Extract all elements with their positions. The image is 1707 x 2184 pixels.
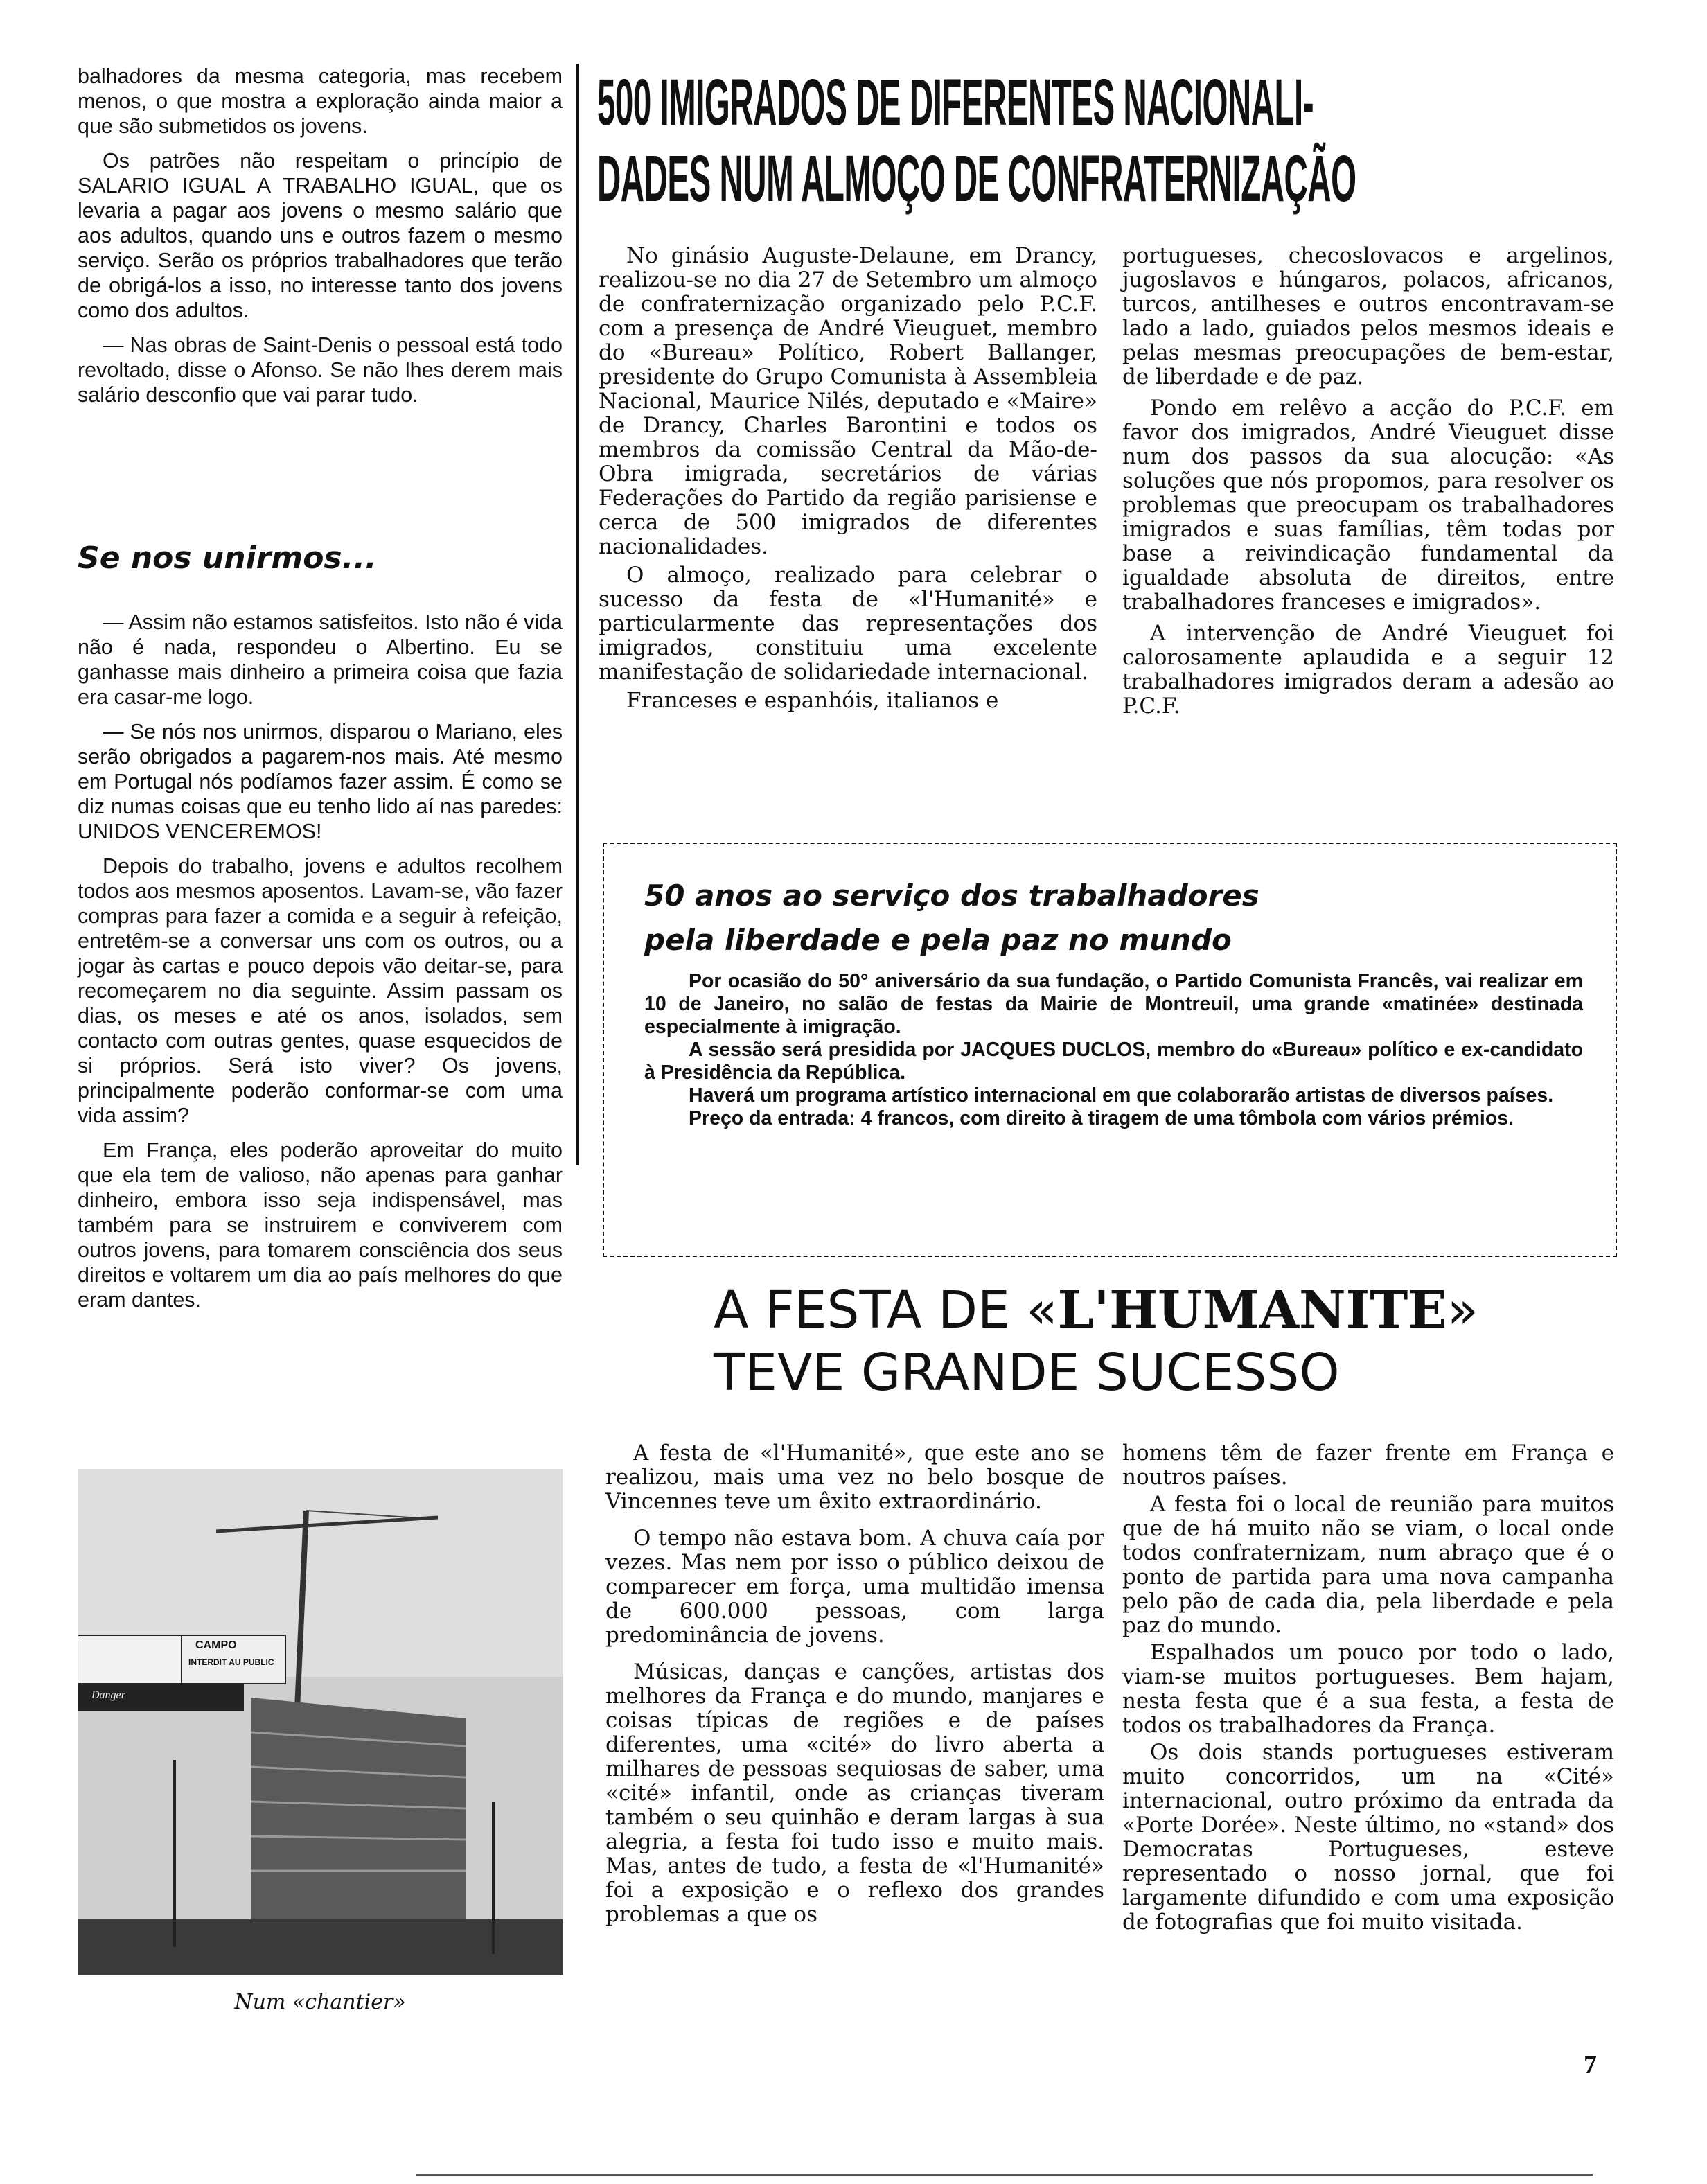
headline-festa-line2: TEVE GRANDE SUCESSO: [714, 1343, 1340, 1402]
article2-paragraph: homens têm de fazer frente em França e noutros países.: [1122, 1441, 1614, 1490]
construction-site-image: [78, 1469, 563, 1975]
page-number: 7: [1584, 2050, 1597, 2079]
article2-paragraph: A festa foi o local de reunião para muitos que de há muito não se viam, o local onde todos confraternizam, num abraço que é o ponto de partida para uma nova campanha pelo pão de cada dia, pela liberdade e pela paz do mundo.: [1122, 1492, 1614, 1638]
article2-col2: [1122, 1441, 1614, 1944]
headline-festa-bold: L'HUMANITE: [1057, 1280, 1447, 1340]
box-paragraph: Por ocasião do 50° aniversário da sua fundação, o Partido Comunista Francês, vai realizar em 10 de Janeiro, no salão de festas da Mairie de Montreuil, uma grande «matinée» destinada especialmente à imigração.: [644, 970, 1583, 1038]
headline-festa-post: »: [1447, 1280, 1479, 1340]
article1-paragraph: Franceses e espanhóis, italianos e: [626, 688, 999, 713]
headline-festa-line1: [714, 1280, 1478, 1340]
box-paragraph: Haverá um programa artístico internacional em que colaborarão artistas de diversos países.: [689, 1084, 1554, 1107]
sign-interdit: INTERDIT AU PUBLIC: [188, 1657, 274, 1667]
headline-imigrados-line2: DADES NUM ALMOÇO DE CONFRATERNIZAÇÃO: [597, 142, 1356, 215]
photo-caption: Num «chantier»: [234, 1990, 406, 2014]
left-paragraph: — Assim não estamos satisfeitos. Isto não é vida não é nada, respondeu o Albertino. Eu se ganhasse mais dinheiro a primeira coisa que fazia era casar-me logo.: [78, 610, 563, 709]
box-paragraph: A sessão será presidida por JACQUES DUCLOS, membro do «Bureau» político e ex-candidato à Presidência da República.: [644, 1039, 1583, 1084]
article1-col1: [599, 244, 1097, 723]
article1-paragraph: portugueses, checoslovacos e argelinos, jugoslavos e húngaros, polacos, africanos, turcos, antilheses e outros encontravam-se lado a lado, guiados pelos mesmos ideais e pelas mesmas preocupações de bem-estar, de liberdade e de paz.: [1122, 243, 1614, 389]
article2-paragraph: Espalhados um pouco por todo o lado, viam-se muitos portugueses. Bem hajam, nesta festa que é a sua festa, a festa de todos os trabalhadores da França.: [1122, 1640, 1614, 1738]
left-paragraph: Em França, eles poderão aproveitar do muito que ela tem de valioso, não apenas para ganhar dinheiro, embora isso seja indispensável, mas também para se instruirem e conviverem com outros jovens, para tomarem consciência dos seus direitos e voltarem um dia ao país melhores do que eram dantes.: [78, 1138, 563, 1312]
sign-danger: Danger: [91, 1689, 125, 1701]
subhead-se-nos-unirmos: Se nos unirmos...: [78, 540, 377, 576]
article1-paragraph: A intervenção de André Vieuguet foi calorosamente aplaudida e a seguir 12 trabalhadores imigrados deram a adesão ao P.C.F.: [1122, 621, 1614, 719]
left-paragraph: balhadores da mesma categoria, mas recebem menos, o que mostra a exploração ainda maior a que são submetidos os jovens.: [78, 64, 563, 138]
article1-paragraph: No ginásio Auguste-Delaune, em Drancy, realizou-se no dia 27 de Setembro um almoço de confraternização organizado pelo P.C.F. com a presença de André Vieuguet, membro do «Bureau» Político, Robert Ballanger, presidente do Grupo Comunista à Assembleia Nacional, Maurice Nilés, deputado e «Maire» de Drancy, Charles Barontini e todos os membros da comissão Central da Mão-de-Obra imigrada, secretários de várias Federações do Partido da região parisiense e cerca de 500 imigrados de diferentes nacionalidades.: [599, 243, 1097, 559]
headline-imigrados-line1: 500 IMIGRADOS DE DIFERENTES NACIONALI-: [597, 66, 1314, 139]
article2-paragraph: Os dois stands portugueses estiveram muito concorridos, um na «Cité» internacional, outro próximo da entrada da «Porte Dorée». Neste último, no «stand» dos Democratas Portugueses, esteve representado o nosso jornal, que foi largamente difundido e com uma exposição de fotografias que foi muito visitada.: [1122, 1740, 1614, 1935]
article2-paragraph: A festa de «l'Humanité», que este ano se realizou, mais uma vez no belo bosque de Vincennes teve um êxito extraordinário.: [605, 1441, 1104, 1514]
column-rule: [576, 64, 579, 1165]
bottom-rule: [416, 2174, 1593, 2176]
box-body: [644, 970, 1583, 1130]
box-title-line1: 50 anos ao serviço dos trabalhadores: [644, 879, 1259, 913]
chantier-photo: [78, 1469, 563, 1975]
article1-paragraph: O almoço, realizado para celebrar o sucesso da festa de «l'Humanité» e particularmente das representações dos imigrados, constituiu uma excelente manifestação de solidariedade internacional.: [599, 563, 1097, 685]
headline-festa-pre: A FESTA DE «: [714, 1280, 1058, 1340]
left-paragraph: — Nas obras de Saint-Denis o pessoal está todo revoltado, disse o Afonso. Se não lhes derem mais salário desconfio que vai parar tudo.: [78, 333, 563, 407]
article2-paragraph: O tempo não estava bom. A chuva caía por vezes. Mas nem por isso o público deixou de comparecer em força, uma multidão imensa de 600.000 pessoas, com larga predominância de jovens.: [605, 1526, 1104, 1648]
article2-paragraph: Músicas, danças e canções, artistas dos melhores da França e do mundo, manjares e coisas típicas de regiões e de países diferentes, uma «cité» do livro aberta a milhares de pessoas sequiosas de saber, uma «cité» infantil, onde as crianças tiveram também o seu quinhão e deram largas à sua alegria, a festa foi tudo isso e muito mais. Mas, antes de tudo, a festa de «l'Humanité» foi a exposição e o reflexo dos grandes problemas a que os: [605, 1659, 1104, 1927]
left-paragraph: Depois do trabalho, jovens e adultos recolhem todos aos mesmos aposentos. Lavam-se, vão fazer compras para fazer a comida e a seguir à refeição, entretêm-se a conversar uns com os outros, ou a jogar às cartas e pouco depois vão deitar-se, para recomeçarem no dia seguinte. Assim passam os dias, os meses e até os anos, isolados, sem contacto com outras gentes, quase esquecidos de si próprios. Será isto viver? Os jovens, principalmente poderão conformar-se com uma vida assim?: [78, 854, 563, 1127]
box-title-line2: pela liberdade e pela paz no mundo: [644, 923, 1232, 957]
left-paragraph: — Se nós nos unirmos, disparou o Mariano, eles serão obrigados a pagarem-nos mais. Até mesmo em Portugal nós podíamos fazer assim. É como se diz numas coisas que eu tenho lido aí nas paredes: UNIDOS VENCEREMOS!: [78, 720, 563, 843]
left-column-bottom: [78, 610, 563, 1322]
left-column-top: [78, 64, 563, 417]
left-paragraph: Os patrões não respeitam o princípio de SALARIO IGUAL A TRABALHO IGUAL, que os levaria a pagar aos jovens o mesmo salário que aos adultos, quando uns e outros fazem o mesmo serviço. Serão os próprios trabalhadores que terão de obrigá-los a isso, no interesse tanto dos jovens como dos adultos.: [78, 149, 563, 322]
box-paragraph: Preço da entrada: 4 francos, com direito à tiragem de uma tômbola com vários prémios.: [689, 1107, 1514, 1129]
article1-paragraph: Pondo em relêvo a acção do P.C.F. em favor dos imigrados, André Vieuguet disse num dos passos da sua alocução: «As soluções que nós propomos, para resolver os problemas que preocupam os trabalhadores imigrados e suas famílias, têm todas por base a reivindicação fundamental da igualdade absoluta de direitos, entre trabalhadores franceses e imigrados».: [1122, 396, 1614, 615]
article1-col2: [1122, 244, 1614, 728]
sign-campo: CAMPO: [195, 1639, 237, 1651]
article2-col1: [605, 1441, 1104, 1937]
